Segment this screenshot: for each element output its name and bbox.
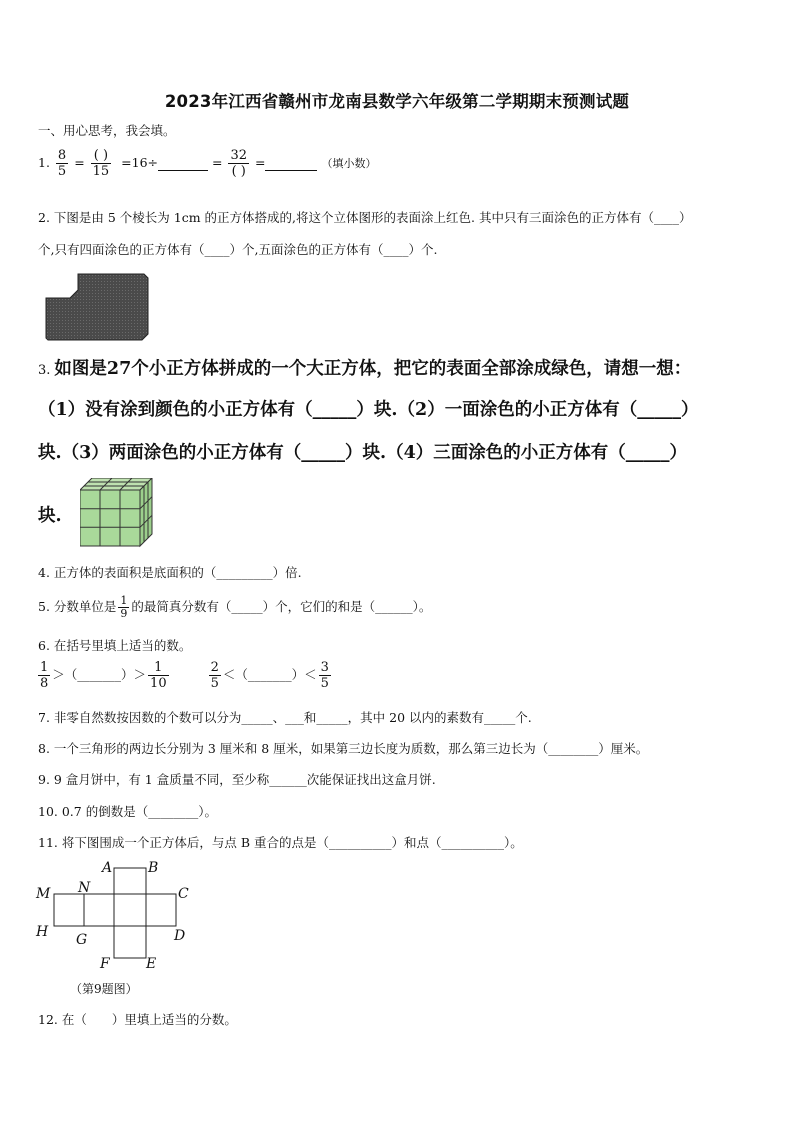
question-3-line-4: 块. <box>38 506 62 526</box>
label-F: F <box>100 956 110 972</box>
q6-fraction-a: $\frac{1}{8}$ <box>40 660 49 691</box>
question-9: 9. 9 盒月饼中，有 1 盒质量不同，至少称______次能保证找出这盒月饼. <box>38 772 436 787</box>
q5-text-post: 的最简真分数有（_____）个，它们的和是（______）。 <box>131 599 432 614</box>
q6-fraction-c: $\frac{2}{5}$ <box>210 660 219 691</box>
q5-fraction: $\frac{1}{9}$ <box>120 594 128 620</box>
question-12: 12. 在（ ）里填上适当的分数。 <box>38 1012 237 1027</box>
label-B: B <box>148 860 159 876</box>
question-6: 6. 在括号里填上适当的数。 <box>38 638 192 653</box>
q6-blank-1: ＞（_______）＞ <box>52 667 147 682</box>
label-C: C <box>178 886 189 902</box>
label-G: G <box>76 932 88 948</box>
label-D: D <box>174 928 186 944</box>
question-4: 4. 正方体的表面积是底面积的（_________）倍. <box>38 565 302 580</box>
label-H: H <box>36 924 49 940</box>
question-1 <box>38 148 376 179</box>
q1-fraction-2: $\frac{( )}{15}$ <box>92 148 110 179</box>
q1-equals: = <box>74 155 85 170</box>
label-A: A <box>102 860 113 876</box>
q5-text-pre: 5. 分数单位是 <box>38 599 117 614</box>
q3-text-1: 如图是27个小正方体拼成的一个大正方体，把它的表面全部涂成绿色，请想一想： <box>54 359 692 379</box>
question-2-line-1: 2. 下图是由 5 个棱长为 1cm 的正方体搭成的,将这个立体图形的表面涂上红色. 其中只有三面涂色的正方体有（____） <box>38 210 692 225</box>
question-3-line-1 <box>38 355 691 380</box>
q6-fraction-d: $\frac{3}{5}$ <box>320 660 329 691</box>
question-10: 10. 0.7 的倒数是（________）。 <box>38 804 217 819</box>
question-6-inequalities <box>36 660 333 691</box>
label-M: M <box>36 886 51 902</box>
question-3-line-3: 块.（3）两面涂色的小正方体有（_____）块.（4）三面涂色的小正方体有（_____） <box>38 443 688 463</box>
q3-number: 3. <box>38 363 51 378</box>
q1-fraction-1: $\frac{8}{5}$ <box>57 148 67 179</box>
label-N: N <box>78 880 91 896</box>
cube-shape-figure <box>44 272 150 342</box>
question-2-line-2: 个,只有四面涂色的正方体有（____）个,五面涂色的正方体有（____）个. <box>38 242 438 257</box>
q1-equals-3: = <box>255 155 266 170</box>
q1-equals-2: = <box>212 155 223 170</box>
q1-blank-2[interactable] <box>265 155 317 171</box>
green-cube-figure <box>80 478 156 548</box>
q6-blank-2: ＜（_______）＜ <box>222 667 317 682</box>
page-title: 2023年江西省赣州市龙南县数学六年级第二学期期末预测试题 <box>164 92 630 111</box>
q1-number: 1. <box>38 155 50 170</box>
q1-blank-1[interactable] <box>158 155 208 171</box>
q6-fraction-b: $\frac{1}{10}$ <box>150 660 167 691</box>
q1-note: （填小数） <box>321 157 377 170</box>
question-5 <box>38 595 431 620</box>
question-11: 11. 将下图围成一个正方体后，与点 B 重合的点是（__________）和点（__________）。 <box>38 835 523 850</box>
figure-caption: （第9题图） <box>70 982 138 996</box>
section-heading: 一、用心思考，我会填。 <box>38 123 176 138</box>
label-E: E <box>146 956 157 972</box>
question-8: 8. 一个三角形的两边长分别为 3 厘米和 8 厘米，如果第三边长度为质数，那么第三边长为（________）厘米。 <box>38 741 649 756</box>
question-3-line-2: （1）没有涂到颜色的小正方体有（_____）块.（2）一面涂色的小正方体有（_____） <box>38 400 699 420</box>
q1-fraction-3: $\frac{32}{( )}$ <box>230 148 248 179</box>
q1-division: =16÷ <box>121 155 159 170</box>
cube-net-figure <box>32 856 202 974</box>
question-7: 7. 非零自然数按因数的个数可以分为_____、___和_____，其中 20 以内的素数有_____个. <box>38 710 532 725</box>
